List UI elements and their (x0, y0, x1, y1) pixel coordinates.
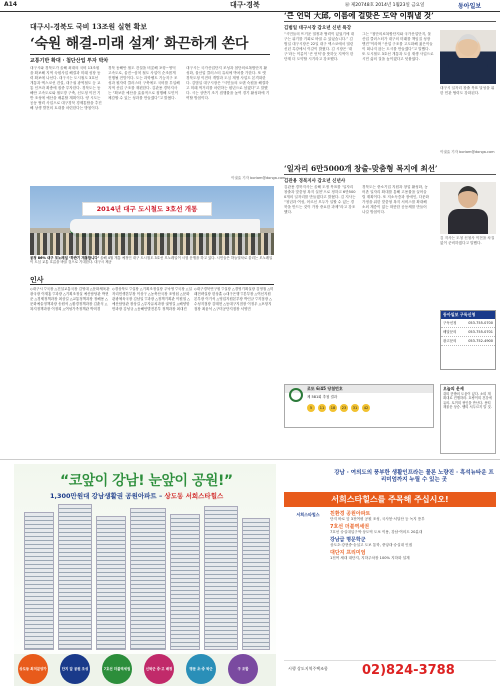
feature-heading: 7호선 더블역세권 (330, 524, 370, 530)
apartment-building (96, 516, 126, 650)
side2-body-col-1: 김관용 경북지사는 올해 도정 목표를 ‘일자리 창출과 맞춤형 복지 실현’으로 정하고 6만5000개의 일자리를 만들겠다고 밝혔다. 김 지사는 “청년과 여성, 어르신 모두가 일할 수 있는 경북을 만드는 것이 가장 중요한 과제”라고 강조했다. (284, 185, 356, 214)
portrait-suit (448, 58, 488, 84)
apartment-building (130, 508, 166, 650)
apartment-building (242, 518, 270, 650)
fortune-text: 쥐띠 뜻밖의 도움이 있다. 소띠 계획대로 진행하라. 호랑이띠 건강에 유의. 토끼띠 귀인을 만난다. 용띠 재물운 상승. 뱀띠 서두르지 말 것. (443, 391, 492, 409)
side1-headline: ‘큰 언덕 大邱, 이름에 걸맞은 도약 이뤄낼 것’ (284, 11, 434, 20)
lotto-box (284, 384, 434, 428)
ad-brand-logo: 서희스타힐스 (296, 512, 320, 517)
personnel-col-1: ◇대구시 ▽국장 △건설교통국장 김영대 △문화체육관광국장 이재홍 ▽과장 △기획조정실 예산담당관 박현준 △경제정책과장 최상길 △교통정책과장 정해용 △문화예술정책과장 송원석 △환경정책과장 김춘식 △복지정책과장 이정희 △여성가족정책관 박미경 (30, 287, 110, 311)
side2-body-col-2: 경북도는 중소기업 지원과 창업 활성화, 농어촌 일자리 확대를 통해 고용률을 끌어올릴 계획이다. 또 저소득층과 장애인, 다문화 가정을 위한 맞춤형 복지 서비스를 확대해 소외 계층이 없는 따뜻한 공동체를 만들어 나갈 방침이다. (362, 185, 430, 214)
side2-subhead: 김관용 경북지사 갑오년 신년사 (284, 179, 346, 184)
caption-title: 공정 86% 대구 모노레일 ‘하반기 개통합니다’ (30, 256, 99, 260)
personnel-divider (30, 284, 274, 285)
lotto-ball: 42 (363, 406, 369, 410)
side1-body-col-2: 그는 “첨단의료복합단지와 국가산업단지, 물산업 클러스터가 대구의 미래를 책임질 성장 엔진”이라며 “산업 구조를 고도화해 젊은이들이 떠나지 않는 도시를 만들겠다”고 말했다. 또 도시철도 3호선 개통과 도심 재생 사업으로 시민 삶의 질을 높이겠다고 덧붙였다. (362, 32, 434, 61)
side1-subhead: 김범일 대구시장 갑오년 신년 특강 (284, 26, 352, 31)
caption-text: 올해 4월 개통 예정인 대구 도시철도 3호선 모노레일이 시험 운행을 하고 있다. 시민들은 하늘열차로 불리는 모노레일이 도심 교통 흐름을 바꿀 것으로 기대한다. 대구시 제공 (30, 256, 273, 265)
feature-heading: 강남급 명문학군 (330, 537, 366, 543)
ad-feature-list (330, 512, 496, 561)
subscription-row (441, 319, 495, 328)
main-body-col-3: 대구시는 국가산업단지 조성과 첨단의료복합단지 활성화, 물산업 클러스터 유치에 박차를 가한다. 또 옛 경북도청 이전터 개발과 도심 재생 사업도 본격화한다. 김범일 대구시장은 “시민들의 오랜 숙원을 해결하고 미래 먹거리를 마련하는 원년으로 삼겠다”고 말했다. 시는 상반기 조기 집행률을 높여 경기 활성화에 기여할 방침이다. (186, 66, 270, 100)
apartment-building (170, 514, 200, 650)
subscription-row (441, 328, 495, 337)
apartment-building (58, 504, 92, 650)
subscription-row (441, 337, 495, 346)
side2-headline: ‘일자리 6만5000개 창출-맞춤형 복지에 최선’ (284, 164, 438, 173)
newspaper-logo: 동아일보 (458, 3, 482, 10)
row-label: 배달문의 (443, 329, 457, 334)
row-label: 광고문의 (443, 338, 457, 343)
issue-date: ㉥ 제20748호 2014년 1월23일 금요일 (345, 3, 425, 8)
apartment-building (204, 506, 238, 650)
feature-body: 상도초·강현중·숭실고 도보 통학, 중앙대·숭실대 인접 (330, 543, 413, 547)
governor-portrait (440, 182, 496, 234)
feature-circle: 명문 초·중 학군 (186, 654, 216, 684)
mayor-portrait (440, 30, 496, 84)
ad-developer: 시행 상도지역주택조합 (288, 666, 328, 671)
feature-circle: 단지 앞 공원 조성 (60, 654, 90, 684)
lotto-logo-icon (289, 388, 303, 402)
lotto-ball: 18 (330, 406, 336, 410)
feature-circle: 7호선 더블역세권 (102, 654, 132, 684)
lotto-ball: 11 (319, 406, 325, 410)
photo-banner: 2014년 대구 도시철도 3호선 개통 (82, 202, 212, 216)
feature-heading: 대단지 프리미엄 (330, 550, 366, 556)
portrait-suit (448, 209, 488, 234)
side1-body-col-3: 대구시 일자리 창출 목표 달성을 위한 민관 협력도 강화된다. (440, 86, 495, 95)
lotto-balls (285, 402, 433, 414)
subscription-title: 동아일보 구독신청 (441, 311, 495, 319)
main-byline: 이권효 기자 boriam@donga.com (231, 176, 286, 180)
subscription-box (440, 310, 496, 370)
feature-body: 7호선 숭실대입구역·상도역 도보 이용, 강남·여의도 20분대 (330, 530, 423, 534)
portrait-face (458, 34, 478, 56)
main-headline: ‘숙원 해결-미래 설계’ 화끈하게 쏜다 (30, 36, 249, 52)
fortune-box (440, 384, 496, 454)
main-body-col-2: 경북 동해안 철도 건설을 비롯해 포항∼영덕 고속도로, 울진∼삼척 철도 사업이 순조롭게 진행될 전망이다. 도는 과학벨트 기능지구 조성과 원자력 클러스터 구축에도 국비를 투입해 지역 산업 구조를 재편한다. 김관용 경북지사는 “확보한 예산을 효율적으로 집행해 도민이 체감할 수 있는 성과를 만들겠다”고 밝혔다. (108, 66, 180, 100)
side1-body-col-1: “시민들의 뜨거운 열정과 협력이 있었기에 대구는 위기를 기회로 바꿀 수 있었습니다.” 김범일 대구시장은 22일 대구 엑스코에서 열린 신년 특강에서 이같이 밝혔다. 김 시장은 ‘대구’라는 이름이 ‘큰 언덕’을 뜻하듯 지역이 한 단계 더 도약할 시기라고 강조했다. (284, 32, 355, 61)
personnel-title: 인사 (30, 276, 44, 284)
monorail-photo (30, 186, 274, 255)
row-phone: 053-755-0700 (468, 320, 493, 325)
feature-heading: 친환경 공원아파트 (330, 511, 371, 517)
feature-circle: 상도동 최저분양가 (18, 654, 48, 684)
personnel-col-3: ◇대구경북연구원 ▽실장 △경영기획실장 김영철 △미래전략실장 한상훈 ◇대구은행 ▽본부장 △여신지원본부장 이기석 △영업지원본부장 박인규 ▽지점장 △수성지점장 김태현 △동대구지점장 이정우 △포항지점장 최윤석 △구미공단지점장 서영민 (194, 287, 274, 311)
ad-subhead-highlight: 상도동 서희스타힐스 (164, 492, 224, 500)
headline-divider (30, 54, 270, 55)
row-phone: 053-752-4900 (468, 338, 493, 343)
personnel-col-2: ◇경상북도 ▽실장 △기획조정실장 주낙영 ▽국장 △일자리민생본부장 이상구 △농축산국장 조영섭 △문화관광체육국장 김남일 ▽과장 △정책기획관 이원열 △예산담당관 장상길 △투자유치과장 권영길 △해양항만과장 김성규 △동해안발전본부 정책과장 최대진 (112, 287, 192, 311)
ad-headline: “코앞이 강남! 눈앞이 공원!” (60, 473, 233, 489)
feature-body: 1천여 세대 대단지, 지하주차장 100% 지하화 설계 (330, 556, 410, 560)
main-subhead: 교통기반 확대 · 첨단산업 투자 박차 (30, 58, 109, 64)
lotto-draw: 제 581회 추첨 결과 (307, 395, 338, 399)
lotto-ball: 23 (341, 406, 347, 410)
side1-byline: 이권효 기자 boriam@donga.com (440, 150, 495, 154)
lotto-title: 로또 6/45 당첨번호 (285, 385, 433, 393)
lotto-ball: 5 (307, 404, 315, 412)
apartment-building (24, 512, 54, 650)
side1-divider (284, 21, 496, 22)
ad-subhead-prefix: 1,300만원대 강남생활권 공원아파트 – (50, 492, 163, 500)
portrait-face (458, 186, 478, 208)
row-label: 구독신청 (443, 320, 457, 325)
ad-phone-number: 02)824-3788 (362, 663, 455, 678)
side2-body-col-3: 김 지사는 도청 신청사 이전을 차질 없이 준비하겠다고 말했다. (440, 236, 495, 245)
lotto-ball: 31 (352, 406, 358, 410)
ad-right-banner: 서희스타힐스를 주목해 주십시오! (284, 492, 496, 507)
row-phone: 053-755-0701 (468, 329, 493, 334)
feature-circle: 신학군 중·고 배정 (144, 654, 174, 684)
feature-circle: 구 조합 (228, 654, 258, 684)
page-number: A14 (4, 1, 17, 8)
feature-body: 단지 바로 앞 3천여평 공원 조성, 국사봉·서달산 등 녹지 풍부 (330, 517, 425, 521)
ad-subhead (50, 491, 223, 500)
section-title: 대구·경북 (230, 1, 260, 9)
main-kicker: 대구시-경북도 국비 13조원 실현 확보 (30, 22, 148, 31)
main-body-col-1: 대구시와 경북도가 올해 최대의 국비 13조원을 확보해 지역 숙원사업 해결과 미래 성장 동력 확보에 나선다. 대구시는 도시철도 3호선 개통과 엑스코선 건설, 대구권 광역철도 등 교통 인프라 확충에 집중 투자한다. 경북도는 동해안 고속도로와 철도망 구축, 신도청 이전 기반 조성에 예산을 배분할 계획이다. 양 시도는 공동 협력 사업으로 대구경북 경제통합을 추진해 상생 발전의 토대를 마련한다는 방침이다. (30, 66, 102, 110)
photo-caption (30, 256, 274, 265)
photo-crowd (30, 233, 274, 255)
fortune-title: 오늘의 운세 (443, 386, 464, 391)
ad-contact-bar (284, 660, 496, 682)
side2-divider (284, 174, 496, 175)
ad-right-intro: 강남 · 여의도의 풍부한 생활인프라는 물론 노량진 · 흑석뉴타운 프리미엄까지 누릴 수 있는 곳 (334, 470, 494, 483)
